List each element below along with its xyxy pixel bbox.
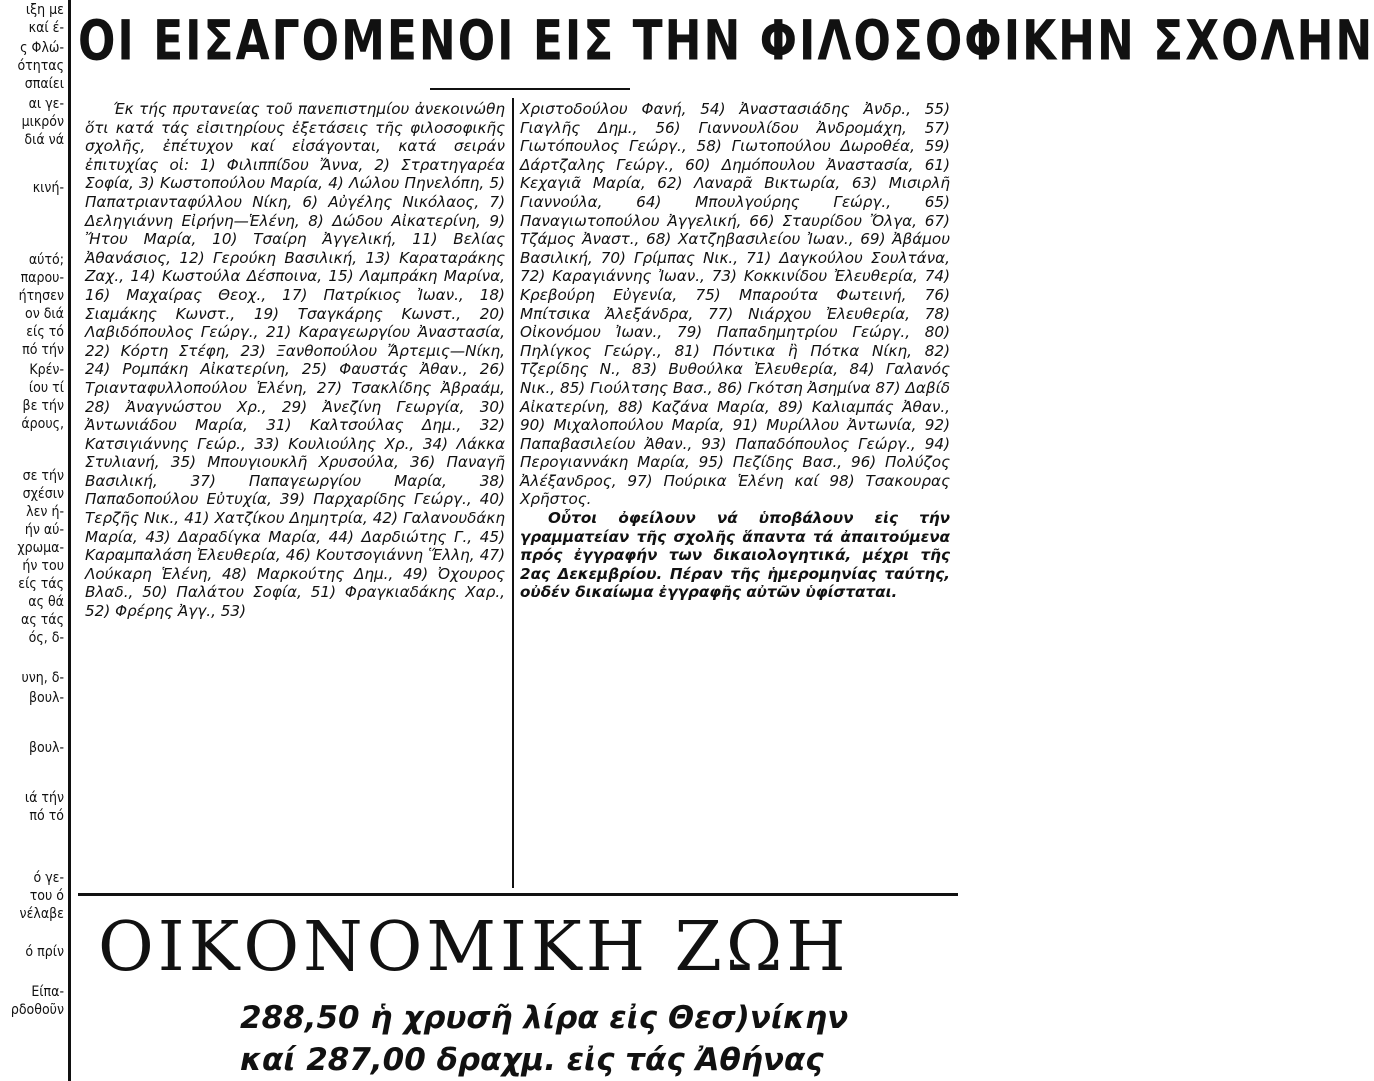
- left-column-fragment: ό γε-: [33, 870, 64, 886]
- economic-subtitle-line1: 288,50 ἡ χρυσῆ λίρα εἰς Θεσ)νίκην: [240, 1000, 849, 1036]
- left-column-fragment: Κρέν-: [29, 362, 64, 378]
- left-column-fragment: ιξη με: [25, 2, 64, 18]
- left-column-fragment: σχέσιν: [22, 486, 64, 502]
- left-column-fragment: βουλ-: [28, 740, 64, 756]
- left-column-fragment: σπαίει: [24, 76, 64, 92]
- article-notice-paragraph: Οὗτοι ὀφείλουν νά ὑποβάλουν εἰς τήν γραμματείαν τῆς σχολῆς ἅπαντα τά ἀπαιτούμενα πρός ἐγγραφήν των δικαιολογητικά, μέχρι τῆς 2ας Δεκεμβρίου. Πέραν τῆς ἡμερομηνίας ταύτης, οὐδέν δικαίωμα ἐγγραφῆς αὐτῶν ὑφίσταται.: [520, 509, 950, 602]
- left-column-fragment: ας τάς: [21, 612, 64, 628]
- left-column-fragment: του ό: [29, 888, 64, 904]
- left-column-fragment: ίου τί: [28, 380, 64, 396]
- left-column-fragment: πό τήν: [22, 342, 64, 358]
- left-column-fragment: ον διά: [24, 306, 64, 322]
- left-column-fragment: ήν αύ-: [24, 522, 64, 538]
- left-column-fragment: ήν του: [22, 558, 64, 574]
- left-column-fragment: Είπα-: [31, 984, 64, 1000]
- left-column-fragment: ός, δ-: [28, 630, 64, 646]
- left-column-fragment: λεν ή-: [26, 504, 64, 520]
- left-column-fragment: ς Φλώ-: [20, 40, 64, 56]
- left-column-rule: [68, 0, 71, 1081]
- economic-section-title: ΟΙΚΟΝΟΜΙΚΗ ΖΩΗ: [98, 908, 850, 987]
- left-column-fragment: μικρόν: [21, 114, 64, 130]
- left-column-fragment: ας θά: [28, 594, 64, 610]
- left-column-fragment: παρου-: [20, 270, 64, 286]
- left-column-fragment: αύτό;: [28, 252, 64, 268]
- left-column-fragment: άρους,: [21, 416, 64, 432]
- left-column-fragment: αι γε-: [28, 96, 64, 112]
- left-column-fragment: πό τό: [29, 808, 64, 824]
- left-column-fragment: ρδοθοῦν: [10, 1002, 64, 1018]
- article-paragraph-list-part1: Έκ τής πρυτανείας τοῦ πανεπιστημίου ἀνεκοινώθη ὅτι κατά τάς εἰσιτηρίους ἐξετάσεις τῆς φιλοσοφικῆς σχολῆς, ἐπέτυχον καί εἰσάγονται, κατά σειράν ἐπιτυχίας οἱ: 1) Φιλιππίδου Ἄννα, 2) Στρατηγαρέα Σοφία, 3) Κωστοπούλου Μαρία, 4) Λώλου Πηνελόπη, 5) Παπατριανταφύλλου Νίκη, 6) Αὐγέλης Νικόλαος, 7) Δεληγιάννη Εἰρήνη—Ἑλένη, 8) Δώδου Αἰκατερίνη, 9) Ἤτου Μαρία, 10) Τσαίρη Ἀγγελική, 11) Βελίας Ἀθανάσιος, 12) Γερούκη Βασιλική, 13) Καραταράκης Ζαχ., 14) Κωστούλα Δέσποινα, 15) Λαμπράκη Μαρίνα, 16) Μαχαίρας Θεοχ., 17) Πατρίκιος Ἰωαν., 18) Σιαμάκης Κωνστ., 19) Τσαγκάρης Κωνστ., 20) Λαβιδόπουλος Γεώργ., 21) Καραγεωργίου Ἀναστασία, 22) Κόρτη Στέφη, 23) Ξανθοπούλου Ἄρτεμις—Νίκη, 24) Ρομπάκη Αἰκατερίνη, 25) Φαυστάς Ἀθαν., 26) Τριανταφυλλοπούλου Ἑλένη, 27) Τσακλίδης Ἀβραάμ, 28) Ἀναγνώστου Χρ., 29) Ἀνεζίνη Γεωργία, 30) Ἀντωνιάδου Μαρία, 31) Καλτσούλας Δημ., 32) Κατσιγιάννης Γεώρ., 33) Κουλιούλης Χρ., 34) Λάκκα Στυλιανή, 35) Μπουγιουκλῆ Χρυσούλα, 36) Παναγῆ Βασιλική, 37) Παπαγεωργίου Μαρία, 38) Παπαδοπούλου Εὐτυχία, 39) Παρχαρίδης Γεώργ., 40) Τερζῆς Νικ., 41) Χατζίκου Δημητρία, 42) Γαλανουδάκη Μαρία, 43) Δαραδίγκα Μαρία, 44) Δαρδιώτης Γ., 45) Καραμπαλάση Ἐλευθερία, 46) Κουτσογιάννη Ἕλλη, 47) Λούκαρη Ἑλένη, 48) Μαρκούτης Δημ., 49) Ὀχουρος Βλαδ., 50) Παλάτου Σοφία, 51) Φραγκιαδάκης Χαρ., 52) Φρέρης Ἀγγ., 53): [85, 100, 505, 621]
- headline-box: [78, 2, 1374, 88]
- left-column-fragment: είς τό: [26, 324, 64, 340]
- left-column-fragment: ήτησεν: [18, 288, 64, 304]
- left-column-fragment: κινή-: [32, 180, 64, 196]
- headline-underline: [430, 88, 630, 90]
- left-column-fragment: νέλαβε: [19, 906, 64, 922]
- article-paragraph-list-part2: Χριστοδούλου Φανή, 54) Ἀναστασιάδης Ἀνδρ., 55) Γιαγλῆς Δημ., 56) Γιαννουλίδου Ἀνδρομάχη, 57) Γιωτόπουλος Γεώργ., 58) Γιωτοπούλου Δωροθέα, 59) Δάρτζαλης Γεώργ., 60) Δημόπουλου Ἀναστασία, 61) Κεχαγιᾶ Μαρία, 62) Λαναρᾶ Βικτωρία, 63) Μισιρλῆ Γιαννούλα, 64) Μπουλγούρης Γεώργ., 65) Παναγιωτοπούλου Ἀγγελική, 66) Σταυρίδου Ὄλγα, 67) Τζάμος Ἀναστ., 68) Χατζηβασιλείου Ἰωαν., 69) Ἀβάμου Βασιλική, 70) Γρίμπας Νικ., 71) Δαγκούλου Σουλτάνα, 72) Καραγιάννης Ἰωαν., 73) Κοκκινίδου Ἐλευθερία, 74) Κρεβούρη Εὐγενία, 75) Μπαρούτα Φωτεινή, 76) Μπίτσικα Ἀλεξάνδρα, 77) Νιάρχου Ἐλευθερία, 78) Οἰκονόμου Ἰωαν., 79) Παπαδημητρίου Γεώργ., 80) Πηλίγκος Γεώργ., 81) Πόντικα ἢ Πότκα Νίκη, 82) Τζερίδης Ν., 83) Βυθούλκα Ἐλευθερία, 84) Γαλανός Νικ., 85) Γιούλτσης Βασ., 86) Γκότση Ἀσημίνα 87) Δαβίδ Αἰκατερίνη, 88) Καζάνα Μαρία, 89) Καλιαμπάς Ἀθαν., 90) Μιχαλοπούλου Μαρία, 91) Μυρίλλου Ἀντωνία, 92) Παπαβασιλείου Ἀθαν., 93) Παπαδόπουλος Γεώργ., 94) Περογιαννάκη Μαρία, 95) Πεζίδης Βασ., 96) Πολύζος Ἀλέξανδρος, 97) Πούρικα Ἑλένη καί 98) Τσακουρας Χρῆστος.: [520, 100, 950, 509]
- left-column-fragment: ό πρίν: [25, 944, 64, 960]
- left-column-fragment: ότητας: [17, 58, 64, 74]
- article-column-b: [520, 100, 950, 602]
- left-column-clipped: [0, 0, 66, 1081]
- article-headline: ΟΙ ΕΙΣΑΓΟΜΕΝΟΙ ΕΙΣ ΤΗΝ ΦΙΛΟΣΟΦΙΚΗΝ ΣΧΟΛΗΝ: [78, 9, 1374, 74]
- left-column-fragment: βε τήν: [22, 398, 64, 414]
- left-column-fragment: χρωμα-: [17, 540, 64, 556]
- left-column-fragment: σε τήν: [22, 468, 64, 484]
- left-column-fragment: είς τάς: [18, 576, 64, 592]
- left-column-fragment: διά νά: [24, 132, 64, 148]
- column-separator: [512, 98, 514, 888]
- left-column-fragment: ιά τήν: [24, 790, 64, 806]
- left-column-fragment: βουλ-: [28, 690, 64, 706]
- left-column-fragment: καί έ-: [28, 20, 64, 36]
- article-column-a: [85, 100, 505, 621]
- economic-subtitle-line2: καί 287,00 δραχμ. εἰς τάς Ἀθήνας: [240, 1042, 824, 1078]
- left-column-fragment: υνη, δ-: [21, 670, 64, 686]
- section-divider: [78, 893, 958, 896]
